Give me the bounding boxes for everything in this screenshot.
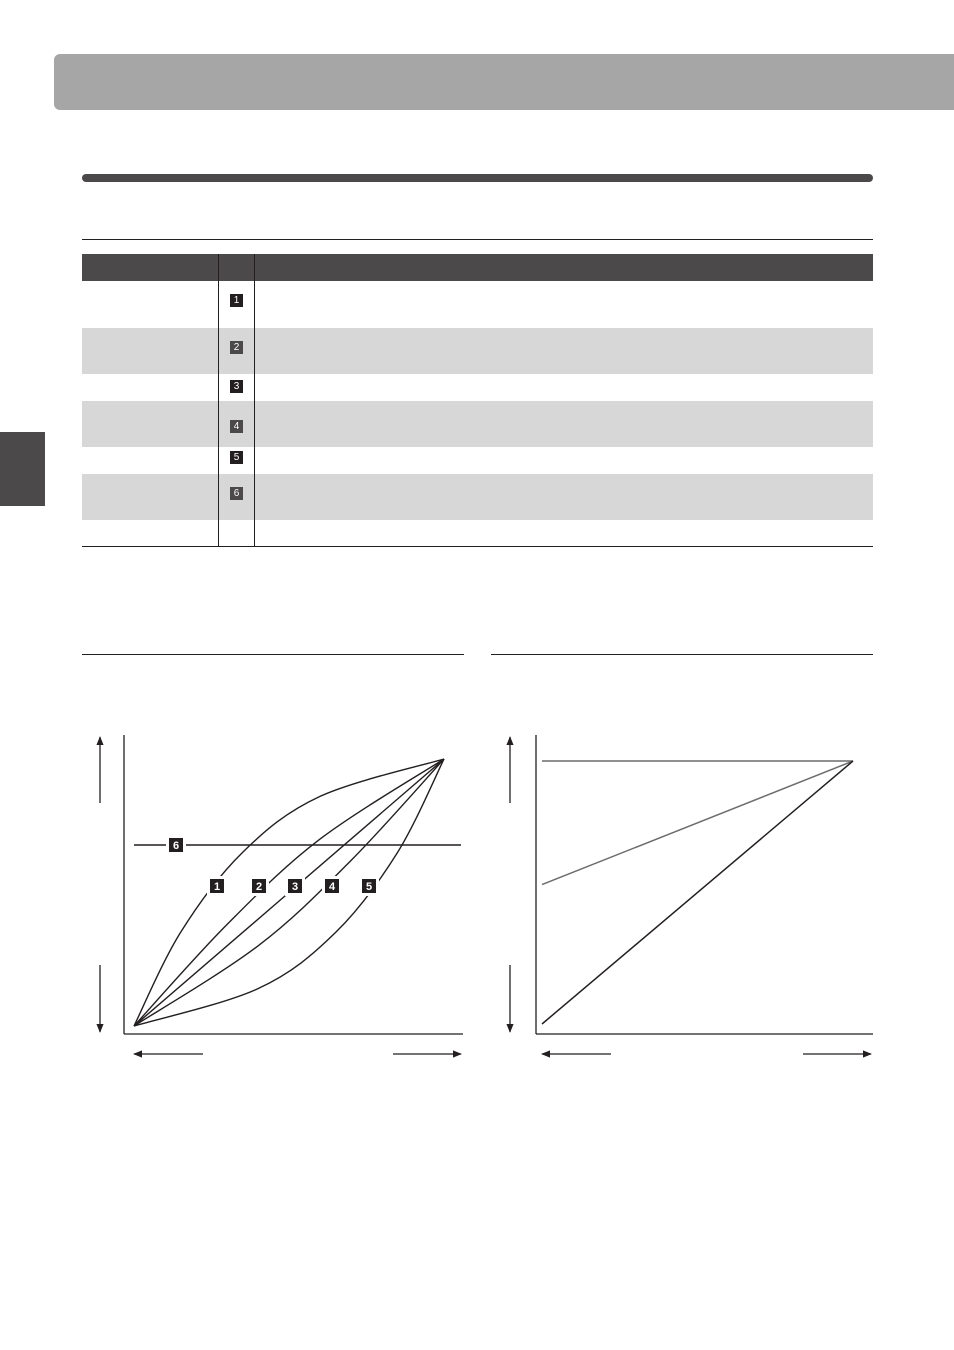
- marker-badge: 4: [230, 420, 243, 433]
- chart-2: [510, 735, 873, 1054]
- response-line: [542, 761, 853, 1024]
- marker-badge: 1: [230, 294, 243, 307]
- curve-label: 5: [365, 881, 373, 893]
- curve-label: 2: [255, 881, 263, 893]
- curve-label: 3: [291, 881, 299, 893]
- curve-label: 1: [213, 881, 221, 893]
- marker-badge: 5: [230, 451, 243, 464]
- chart-1: [100, 735, 463, 1054]
- marker-badge: 2: [230, 341, 243, 354]
- marker-badge: 3: [230, 380, 243, 393]
- marker-badge: 6: [230, 487, 243, 500]
- response-line: [542, 761, 853, 885]
- curve-label: 4: [328, 881, 336, 893]
- curve-label: 6: [172, 840, 180, 852]
